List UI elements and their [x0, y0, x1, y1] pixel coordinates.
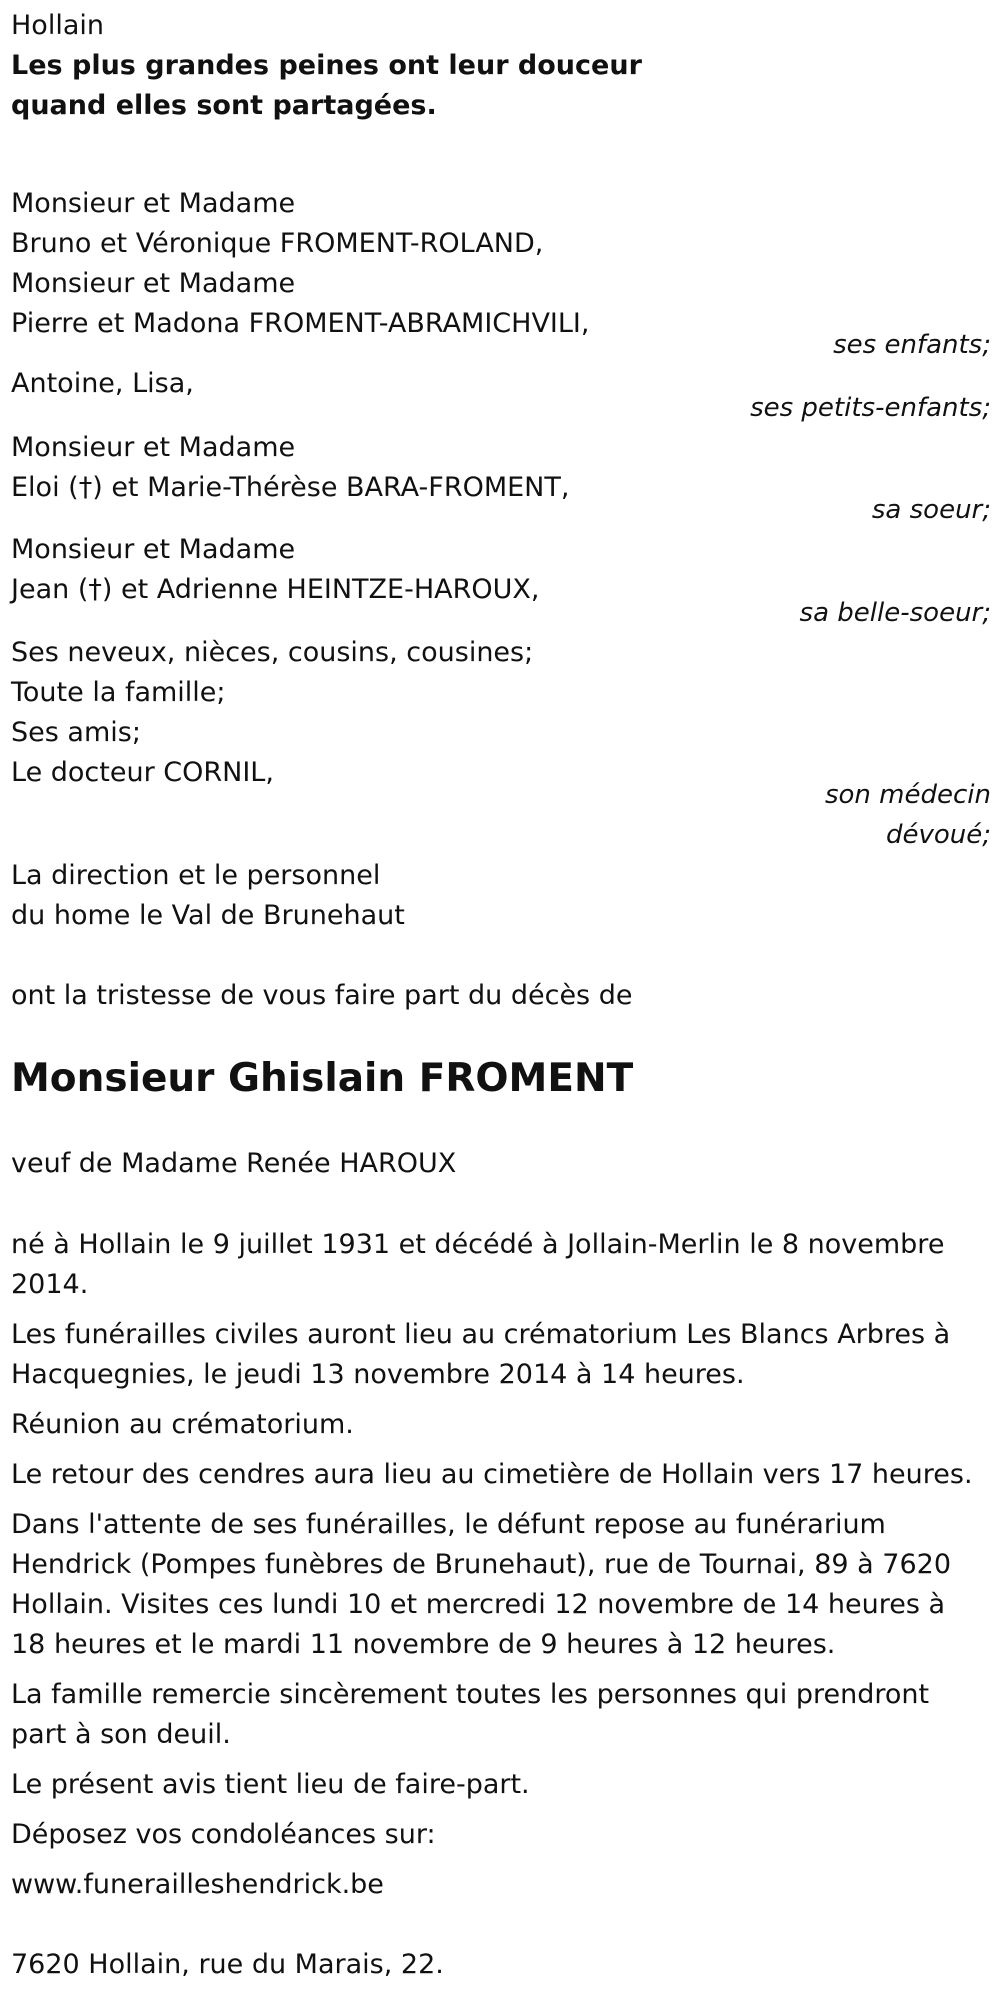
doctor-role-line-2: dévoué; [885, 820, 991, 850]
birth-death-paragraph: né à Hollain le 9 juillet 1931 et décédé à Jollain-Merlin le 8 novembre 2014. [11, 1229, 945, 1300]
quote-line-1: Les plus grandes peines ont leur douceur [11, 50, 642, 81]
sister-in-law-line-2: Jean (†) et Adrienne HEINTZE-HAROUX, [11, 574, 540, 605]
sister-in-law-role: sa belle-soeur; [799, 598, 991, 628]
children-block [11, 184, 589, 344]
sister-line-2: Eloi (†) et Marie-Thérèse BARA-FROMENT, [11, 472, 570, 503]
sister-line-1: Monsieur et Madame [11, 432, 296, 463]
children-line-2: Bruno et Véronique FROMENT-ROLAND, [11, 228, 544, 259]
grandchildren: Antoine, Lisa, [11, 368, 194, 399]
deceased-name: Monsieur Ghislain FROMENT [11, 1056, 634, 1101]
doctor-role-line-1: son médecin [824, 780, 991, 810]
reunion-paragraph: Réunion au crématorium. [11, 1409, 354, 1440]
sister-role: sa soeur; [871, 495, 991, 525]
address: 7620 Hollain, rue du Marais, 22. [11, 1949, 444, 1980]
condolences-paragraph: Déposez vos condoléances sur: [11, 1819, 436, 1850]
others-block [11, 633, 533, 793]
widower-line: veuf de Madame Renée HAROUX [11, 1148, 457, 1179]
ashes-paragraph: Le retour des cendres aura lieu au cimetière de Hollain vers 17 heures. [11, 1459, 973, 1490]
others-line-2: Toute la famille; [11, 677, 226, 708]
announcement: ont la tristesse de vous faire part du décès de [11, 980, 633, 1011]
home-line-1: La direction et le personnel [11, 860, 381, 891]
quote-line-2: quand elles sont partagées. [11, 90, 437, 121]
home-block [11, 856, 405, 936]
others-line-3: Ses amis; [11, 717, 141, 748]
children-line-3: Monsieur et Madame [11, 268, 296, 299]
details-block [11, 1225, 986, 1905]
thanks-paragraph: La famille remercie sincèrement toutes les personnes qui prendront part à son deuil. [11, 1679, 930, 1750]
others-line-4: Le docteur CORNIL, [11, 757, 274, 788]
funeral-paragraph: Les funérailles civiles auront lieu au crématorium Les Blancs Arbres à Hacquegnies, le jeudi 13 novembre 2014 à 14 heures. [11, 1319, 951, 1390]
others-line-1: Ses neveux, nièces, cousins, cousines; [11, 637, 534, 668]
sister-in-law-line-1: Monsieur et Madame [11, 534, 296, 565]
grandchildren-role: ses petits-enfants; [750, 393, 991, 423]
funerarium-paragraph: Dans l'attente de ses funérailles, le défunt repose au funérarium Hendrick (Pompes funèbres de Brunehaut), rue de Tournai, 89 à 7620 Hollain. Visites ces lundi 10 et mercredi 12 novembre de 14 heures à 18 heures et le mardi 11 novembre de 9 heures à 12 heures. [11, 1509, 952, 1660]
home-line-2: du home le Val de Brunehaut [11, 900, 405, 931]
website-link[interactable]: www.funerailleshendrick.be [11, 1869, 384, 1900]
place-name: Hollain [11, 10, 104, 41]
header [11, 6, 642, 126]
notice-paragraph: Le présent avis tient lieu de faire-part. [11, 1769, 530, 1800]
children-line-1: Monsieur et Madame [11, 188, 296, 219]
children-line-4: Pierre et Madona FROMENT-ABRAMICHVILI, [11, 308, 590, 339]
children-role: ses enfants; [833, 330, 991, 360]
